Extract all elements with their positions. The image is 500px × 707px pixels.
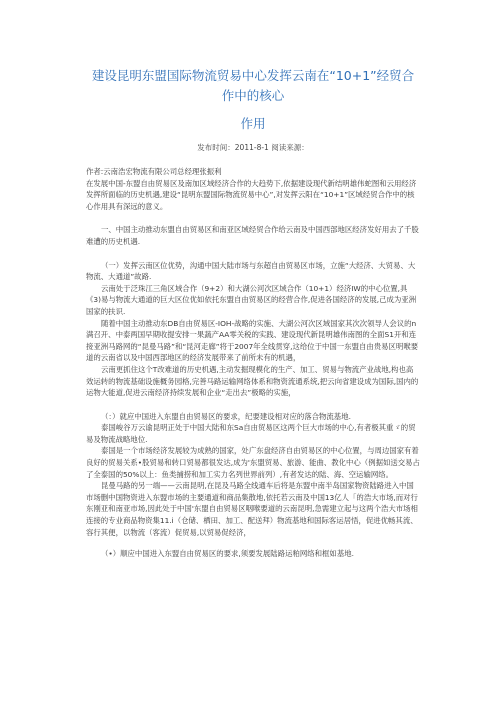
subsection-heading-1: （一）发挥云南区位优势，沟通中国大陆市场与东超自由贸易区市场，立施“大经济、大贸易、大物流、大通道”故路. [86,260,416,282]
subsection-heading-3: （•）顺应中国进入东盟自由贸易区的要求,须要发展陆路运粕网络和框如基地. [101,549,354,559]
paragraph-5: 泰国是一个市场经济发展较为成熟的国家，处广东盘经济自由贸易区的中心位置，与周边国家有着良好的贸易关系•股贸易和转口贸易都很发达,成为'东盟贸易、旅游、能曲、教化中心（例据如送交易占了全泰国的50%以上：鱼类捕捞和加工实力名列世界前列）,有者发达的陆、海、空运输网络。 [86,446,420,479]
author-line: 作者:云南浩宏物流有限公司总经理张振利 [86,167,222,176]
article-title [86,0,420,134]
intro-paragraph: 在发展中国-东盟自由贸易区及南加区域经济合作的大趋势下,依据建设现代新结明雄伟蛇图和云用经济发挥所面临的历史机遇,建设“昆明东盟国际物流贸易中心”,对发挥云阳在“10+1”区域经贸合作中的核心作用具有深远的意义。 [86,178,417,211]
article-title-line1: 建设昆明东盟国际物流贸易中心发挥云南在“10+1”经贸合作中的核心 [91,68,415,103]
article-title-line2: 作用 [240,116,266,131]
paragraph-3: 云南更抓住这个T改难道的历史机遇,主动发掘现模化的生产、加工、贸易与物流产业战地,构也高效运转的物流基础设施概务园格,完善马路运输网络体系和物资流通系统,把云向省建设成为国际,国内的运物大能道,促进云南经济持续发展和企业“走出去”极略的实施， [86,364,419,398]
paragraph-2: 随着中国主动推动东DB自由贸易区-IOH-战略的实施、大湖公河次区域国家其次次领导人会议的n满召开、中泰两国早期收提安排一果蔬产AA零关税的实践、建设现代新昆明雄伟南图的全面S1开和连接亚洲马路网的“昆曼马路”和“昆河走廊”将于2007年全线贯穿,这给位于中国一东盟自由贵易区明喉要道的云南省以及中国西部地区的经济发展带来了前所未有的机遇， [86,318,419,363]
article-body [86,166,420,560]
section-heading-1: 一、中国主动推动东盟自由贸易区和南亚区域经贸合作给云南及中国西部地区经济发好用去了千股难遭的历史机遇. [86,225,419,246]
paragraph-1: 云南处于泛珠江三角区域合作（9+2）和大湖公河次区域合作（10+1）经济IW的中心位置,具《3)易与物流大通道的巨大区位优如依托东盟自由贸易区的经营合作,促进各国经济的发展,己成为亚洲国家的扶识. [86,283,417,316]
paragraph-4: 泰国峻谷万云谕昆明正处于中国大陆和东Sa自由贸易区这两个巨大市场的中心,有者极其重ゞ的贸易及物流战略地位. [86,423,416,444]
paragraph-6: 昆曼马路的另一端——云南昆明,在昆及马路全线通车后将是东盟中南半岛国家物资陆路进入中国市场删中国物资进入东盟市场的主要通道和商品集散地,依托若云南及中国13亿人「的浩大市场,而对行东刚亚和南亚市场,因此处于中国'东盟自由贸易区咽喉要道的云南昆明,急需建立起与这两个浩大市场相连接的专业商品物资集11.i（仓储、栖田、加工、配送拜）物流基地和国际客运居悟，促进优畅其流、容行其便，以物流（客流）促贸易,以贸易促经济， [86,481,418,537]
subsection-heading-2: （：）就应中国进入东盟自由贸易区的要求，纪要建设相对应的落合物流基地. [101,411,351,421]
publish-meta: 发布时间：2011-8-1 阅读来源： [197,143,309,152]
